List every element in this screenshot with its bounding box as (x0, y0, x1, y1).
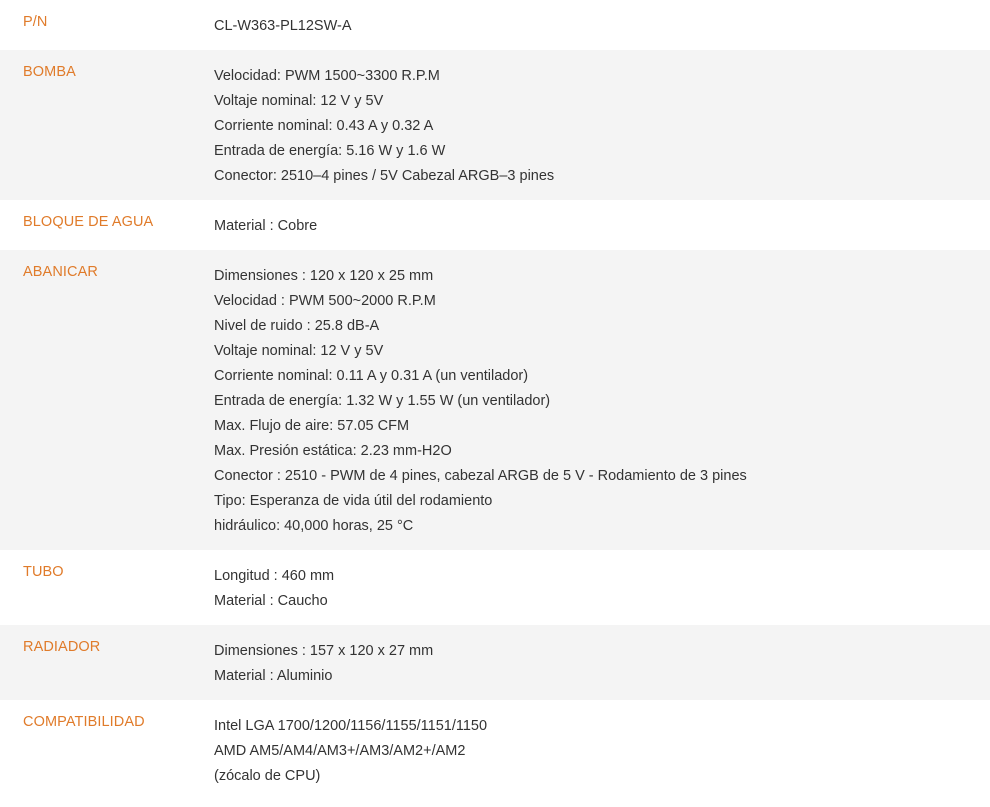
spec-key: BOMBA (23, 64, 76, 80)
spec-row-compatibilidad (0, 700, 990, 800)
spec-key: TUBO (23, 564, 64, 580)
spec-value: Corriente nominal: 0.11 A y 0.31 A (un ventilador) (214, 368, 529, 384)
spec-value: Nivel de ruido : 25.8 dB-A (214, 318, 380, 334)
spec-value: Dimensiones : 120 x 120 x 25 mm (214, 268, 434, 284)
spec-values (214, 250, 990, 550)
spec-value: Max. Presión estática: 2.23 mm-H2O (214, 443, 452, 459)
spec-value: Intel LGA 1700/1200/1156/1155/1151/1150 (214, 718, 488, 734)
spec-row-abanicar (0, 250, 990, 550)
spec-value: Voltaje nominal: 12 V y 5V (214, 93, 384, 109)
spec-row-tubo (0, 550, 990, 625)
spec-value: Corriente nominal: 0.43 A y 0.32 A (214, 118, 434, 134)
spec-value: Entrada de energía: 5.16 W y 1.6 W (214, 143, 446, 159)
spec-value: Dimensiones : 157 x 120 x 27 mm (214, 643, 434, 659)
spec-values (214, 50, 990, 200)
spec-values (214, 550, 990, 625)
spec-key: BLOQUE DE AGUA (23, 214, 154, 230)
spec-value: Longitud : 460 mm (214, 568, 335, 584)
spec-values (214, 625, 990, 700)
spec-values (214, 700, 990, 800)
spec-value: Velocidad : PWM 500~2000 R.P.M (214, 293, 436, 309)
spec-row-pn (0, 0, 990, 50)
spec-key: P/N (23, 14, 48, 30)
spec-row-bomba (0, 50, 990, 200)
spec-value: CL-W363-PL12SW-A (214, 18, 352, 34)
spec-value: Entrada de energía: 1.32 W y 1.55 W (un ventilador) (214, 393, 551, 409)
spec-value: hidráulico: 40,000 horas, 25 °C (214, 518, 414, 534)
spec-value: Conector : 2510 - PWM de 4 pines, cabezal ARGB de 5 V - Rodamiento de 3 pines (214, 468, 747, 484)
spec-row-radiador (0, 625, 990, 700)
spec-value: Tipo: Esperanza de vida útil del rodamiento (214, 493, 493, 509)
spec-row-bloque-de-agua (0, 200, 990, 250)
spec-values (214, 0, 990, 50)
spec-value: Voltaje nominal: 12 V y 5V (214, 343, 384, 359)
spec-value: Conector: 2510–4 pines / 5V Cabezal ARGB–3 pines (214, 168, 555, 184)
spec-value: Material : Cobre (214, 218, 318, 234)
spec-key: COMPATIBILIDAD (23, 714, 145, 730)
spec-value: Max. Flujo de aire: 57.05 CFM (214, 418, 410, 434)
spec-key: RADIADOR (23, 639, 101, 655)
spec-value: (zócalo de CPU) (214, 768, 321, 784)
spec-value: AMD AM5/AM4/AM3+/AM3/AM2+/AM2 (214, 743, 466, 759)
spec-value: Material : Caucho (214, 593, 328, 609)
spec-value: Material : Aluminio (214, 668, 333, 684)
spec-values (214, 200, 990, 250)
spec-key: ABANICAR (23, 264, 98, 280)
spec-value: Velocidad: PWM 1500~3300 R.P.M (214, 68, 440, 84)
